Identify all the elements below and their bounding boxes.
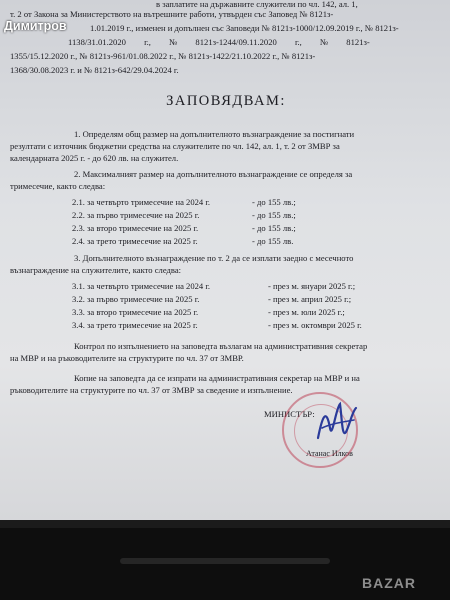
p1-line-1: 1. Определям общ размер на допълнителното възнаграждение за постигнати: [74, 129, 355, 139]
p2-line-1: 2. Максималният размер на допълнителното възнаграждение се определя за: [74, 169, 353, 179]
list3-value: - през м. януари 2025 г.;: [268, 281, 356, 291]
header-line-5: 1368/30.08.2023 г. и № 8121з-642/29.04.2024 г.: [10, 65, 179, 75]
copies-line-2: ръководителите на структурите по чл. 37 от ЗМВР за сведение и изпълнение.: [10, 385, 293, 395]
header-line-4: 1355/15.12.2020 г., № 8121з-961/01.08.2022 г., № 8121з-1422/21.10.2022 г., № 8121з-: [10, 51, 316, 61]
list2-value: - до 155 лв.;: [252, 197, 296, 207]
stand-foot: [120, 558, 330, 564]
list2-item: [72, 235, 293, 247]
header-line-1: т. 2 от Закона за Министерството на вътрешните работи, утвърден със Заповед № 8121з-: [10, 9, 334, 19]
minister-name: Атанас Илков: [306, 449, 353, 458]
copies-line-1: Копие на заповедта да се изпрати на административния секретар на МВР и на: [74, 373, 360, 383]
list3-value: - през м. април 2025 г.;: [268, 294, 352, 304]
header-line-3: 1138/31.01.2020 г., № 8121з-1244/09.11.2020 г., № 8121з-: [68, 37, 370, 47]
control-line-1: Контрол по изпълнението на заповедта възлагам на административния секретар: [74, 341, 368, 351]
p1-line-3: календарната 2025 г. - до 620 лв. на служител.: [10, 153, 179, 163]
list3-item: [72, 293, 351, 305]
list3-label: 3.3. за второ тримесечие на 2025 г.: [72, 307, 199, 317]
list2-item: [72, 196, 296, 208]
list3-item: [72, 319, 362, 331]
list2-item: [72, 209, 296, 221]
list2-label: 2.1. за четвърто тримесечие на 2024 г.: [72, 197, 211, 207]
list3-label: 3.4. за трето тримесечие на 2025 г.: [72, 320, 198, 330]
list3-label: 3.2. за първо тримесечие на 2025 г.: [72, 294, 200, 304]
p3-line-2: възнаграждение на служителите, както следва:: [10, 265, 182, 275]
list2-label: 2.4. за трето тримесечие на 2025 г.: [72, 236, 198, 246]
watermark-logo: BAZAR: [362, 575, 416, 591]
list2-item: [72, 222, 296, 234]
p3-line-1: 3. Допълнителното възнаграждение по т. 2 да се изплати заедно с месечното: [74, 253, 354, 263]
list3-label: 3.1. за четвърто тримесечие на 2024 г.: [72, 281, 211, 291]
list2-label: 2.2. за първо тримесечие на 2025 г.: [72, 210, 200, 220]
list3-value: - през м. юли 2025 г.;: [268, 307, 345, 317]
list2-value: - до 155 лв.;: [252, 210, 296, 220]
order-heading: ЗАПОВЯДВАМ:: [166, 93, 286, 109]
header-top-line: в заплатите на държавните служители по чл. 142, ал. 1,: [156, 0, 358, 9]
minister-title: МИНИСТЪР:: [264, 409, 315, 419]
p1-line-2: резултати с източник бюджетни средства на служителите по чл. 142, ал. 1, т. 2 от ЗМВР за: [10, 141, 340, 151]
list3-value: - през м. октомври 2025 г.: [268, 320, 362, 330]
p2-line-2: тримесечие, както следва:: [10, 181, 106, 191]
list2-value: - до 155 лв.;: [252, 223, 296, 233]
header-line-2: 1.01.2019 г., изменен и допълнен със Заповеди № 8121з-1000/12.09.2019 г., № 8121з-: [90, 23, 399, 33]
list2-label: 2.3. за второ тримесечие на 2025 г.: [72, 223, 199, 233]
list2-value: - до 155 лв.: [252, 236, 294, 246]
control-line-2: на МВР и на ръководителите на структурите по чл. 37 от ЗМВР.: [10, 353, 244, 363]
username-overlay: Димитров: [4, 19, 67, 33]
handwritten-signature: [312, 398, 360, 450]
list3-item: [72, 306, 345, 318]
list3-item: [72, 280, 355, 292]
